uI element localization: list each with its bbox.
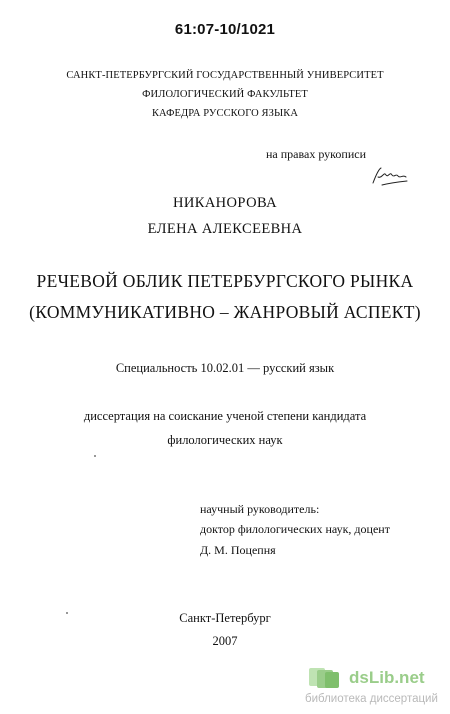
year: 2007 [212,634,238,648]
faculty-name: ФИЛОЛОГИЧЕСКИЙ ФАКУЛЬТЕТ [142,89,308,100]
author-given-names: ЕЛЕНА АЛЕКСЕЕВНА [147,221,303,237]
title-line-2: (КОММУНИКАТИВНО – ЖАНРОВЫЙ АСПЕКТ) [29,302,421,322]
dissertation-line-2: филологических наук [167,433,283,447]
author-surname: НИКАНОРОВА [173,195,277,211]
watermark-caption: библиотека диссертаций [305,693,438,705]
specialty: Специальность 10.02.01 — русский язык [115,361,335,375]
watermark-logo-icon [305,666,345,690]
document-code: 61:07-10/1021 [174,21,276,38]
scan-speck [94,455,96,457]
department-name: КАФЕДРА РУССКОГО ЯЗЫКА [151,108,299,119]
supervisor-label: научный руководитель: [200,502,320,516]
supervisor-name: Д. М. Поцепня [200,543,276,557]
signature [370,165,410,194]
supervisor-degree: доктор филологических наук, доцент [200,522,390,536]
manuscript-note: на правах рукописи [266,147,366,161]
city: Санкт-Петербург [179,611,271,625]
signature-mark [370,165,410,189]
university-name: САНКТ-ПЕТЕРБУРГСКИЙ ГОСУДАРСТВЕННЫЙ УНИВЕРСИТЕТ [66,70,384,81]
scan-speck [66,612,68,614]
dissertation-line-1: диссертация на соискание ученой степени кандидата [83,409,367,423]
title-line-1: РЕЧЕВОЙ ОБЛИК ПЕТЕРБУРГСКОГО РЫНКА [36,271,414,291]
watermark-logo: dsLib.net [349,668,425,687]
